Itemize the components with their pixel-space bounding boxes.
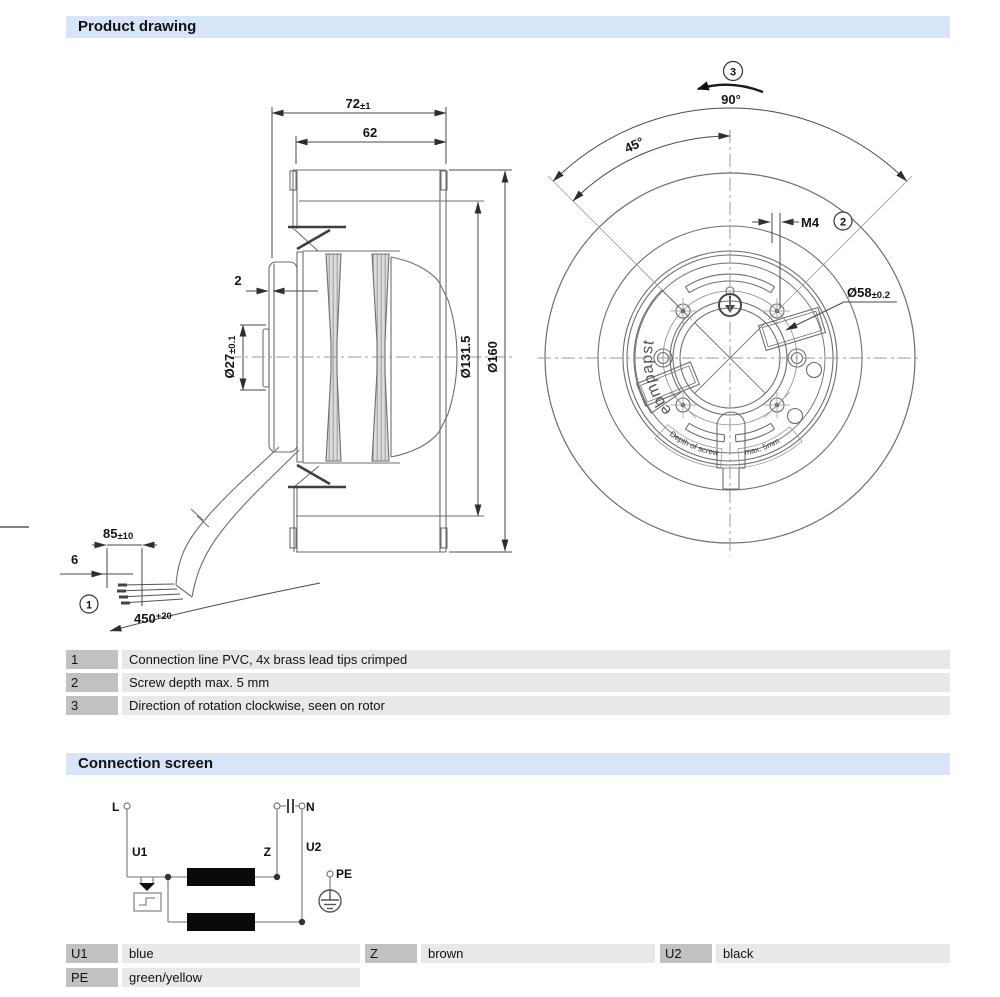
band-left-text: Depth of screw bbox=[668, 429, 720, 458]
connection-cable bbox=[176, 447, 299, 597]
dim-58-label: Ø58±0.2 bbox=[847, 285, 890, 301]
terminals bbox=[112, 800, 315, 814]
dim-90-label: 90° bbox=[721, 92, 741, 107]
dim-72 bbox=[272, 107, 446, 258]
callout-1 bbox=[80, 595, 98, 613]
note-number: 2 bbox=[66, 673, 118, 692]
dim-45-label: 45° bbox=[622, 133, 647, 156]
note-text: Screw depth max. 5 mm bbox=[122, 673, 950, 692]
section-title: Product drawing bbox=[78, 18, 197, 35]
table-row bbox=[66, 673, 950, 692]
note-text: Connection line PVC, 4x brass lead tips crimped bbox=[122, 650, 950, 669]
dim-85-label: 85±10 bbox=[103, 526, 134, 542]
front-view bbox=[538, 130, 922, 556]
side-view-dimensions bbox=[60, 96, 512, 631]
svg-text:3: 3 bbox=[729, 66, 737, 79]
section-title: Connection screen bbox=[78, 755, 214, 772]
junction-dot bbox=[274, 874, 280, 880]
pe-label: PE bbox=[336, 867, 353, 881]
connection-diagram bbox=[85, 785, 415, 935]
wire-color: blue bbox=[122, 944, 360, 963]
u1-label: U1 bbox=[132, 845, 148, 859]
motor-windings bbox=[187, 868, 255, 931]
dim-2-label: 2 bbox=[234, 273, 242, 288]
dim-450-label: $450^{+20}$ bbox=[134, 611, 172, 626]
product-drawing-figure bbox=[0, 40, 1000, 650]
section-header-product-drawing bbox=[66, 16, 950, 38]
dim-72-label: 72±1 bbox=[345, 96, 371, 112]
crimped-tips bbox=[117, 585, 130, 603]
dim-m4-label: M4 bbox=[801, 215, 820, 230]
u2-label: U2 bbox=[306, 840, 322, 854]
pe-ground-icon bbox=[319, 867, 352, 912]
logo-text: ebmpapst bbox=[638, 338, 676, 419]
note-number: 3 bbox=[66, 696, 118, 715]
rotation-direction-arrow bbox=[698, 85, 763, 92]
wire-label: PE bbox=[66, 968, 118, 987]
wire-label: U2 bbox=[660, 944, 712, 963]
terminal-l-label: L bbox=[112, 800, 120, 814]
grommets-and-holes bbox=[654, 349, 822, 424]
wire-color: black bbox=[716, 944, 950, 963]
junction-dot bbox=[165, 874, 171, 880]
section-header-connection-screen bbox=[66, 753, 950, 775]
capacitor-icon bbox=[280, 799, 300, 813]
callout-3 bbox=[724, 62, 743, 81]
callout-2 bbox=[834, 212, 852, 230]
table-row bbox=[66, 944, 950, 963]
table-row bbox=[66, 968, 360, 987]
dim-45-arc bbox=[573, 133, 730, 201]
note-number: 1 bbox=[66, 650, 118, 669]
svg-text:ebmpapst bbox=[639, 338, 675, 418]
side-view bbox=[117, 170, 512, 603]
band-right-text: max. 5mm bbox=[743, 436, 781, 457]
svg-text:1: 1 bbox=[85, 599, 93, 612]
wires bbox=[127, 809, 302, 922]
note-text: Direction of rotation clockwise, seen on rotor bbox=[122, 696, 950, 715]
dim-62 bbox=[296, 136, 446, 164]
terminal-n-label: N bbox=[306, 800, 315, 814]
z-label: Z bbox=[263, 845, 271, 859]
junction-dot bbox=[299, 919, 305, 925]
dim-160-label: Ø160 bbox=[485, 341, 500, 373]
wire-label: Z bbox=[365, 944, 417, 963]
dim-27-label: Ø27±0.1 bbox=[222, 335, 238, 379]
dim-1315-label: Ø131.5 bbox=[458, 335, 473, 379]
table-row bbox=[66, 696, 950, 715]
thermal-contact-icon bbox=[134, 877, 161, 911]
dim-6-label: 6 bbox=[71, 552, 79, 567]
wire-color: green/yellow bbox=[122, 968, 360, 987]
wire-color: brown bbox=[421, 944, 655, 963]
svg-text:2: 2 bbox=[839, 216, 847, 229]
lead-wires bbox=[117, 584, 183, 603]
dim-62-label: 62 bbox=[362, 125, 378, 140]
dim-90-arc bbox=[553, 108, 907, 181]
cable-gland bbox=[717, 412, 745, 489]
table-row bbox=[66, 650, 950, 669]
dim-58 bbox=[786, 302, 897, 330]
wire-label: U1 bbox=[66, 944, 118, 963]
